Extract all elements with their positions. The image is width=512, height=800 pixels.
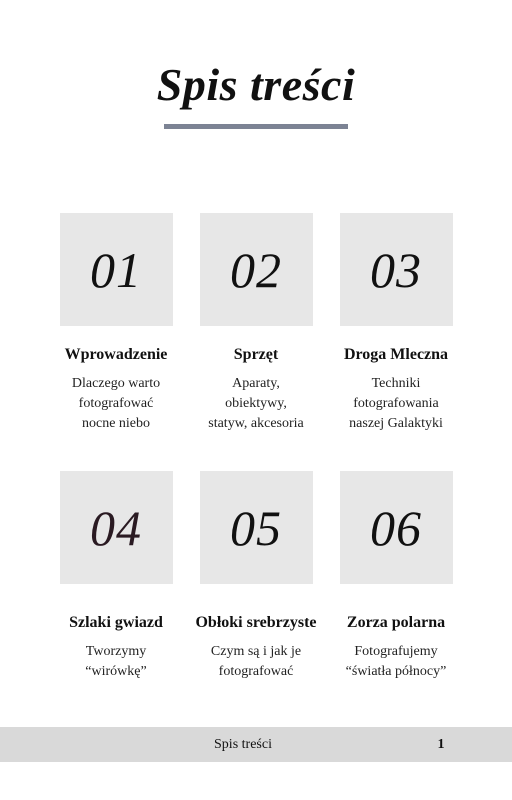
- toc-number-tile: [340, 471, 453, 584]
- toc-title: Sprzęt: [233, 346, 279, 363]
- title-underline: [164, 124, 348, 129]
- toc-number-tile: [60, 471, 173, 584]
- toc-description: Techniki fotografowania naszej Galaktyki: [349, 376, 443, 431]
- page-title: Spis treści: [156, 59, 356, 110]
- toc-description: Dlaczego warto fotografować nocne niebo: [71, 376, 161, 431]
- toc-number: 06: [370, 499, 422, 556]
- toc-number: 03: [370, 241, 422, 298]
- toc-number-tile: [200, 213, 313, 326]
- toc-number-tile: [200, 471, 313, 584]
- toc-title: Droga Mleczna: [343, 346, 449, 363]
- toc-title: Obłoki srebrzyste: [195, 614, 317, 631]
- toc-title: Wprowadzenie: [64, 346, 168, 363]
- toc-number: 02: [230, 241, 282, 298]
- toc-title: Zorza polarna: [346, 614, 446, 631]
- page-footer: [0, 727, 512, 762]
- toc-number: 01: [90, 241, 142, 298]
- toc-item-3[interactable]: [326, 213, 466, 434]
- toc-number-tile: [60, 213, 173, 326]
- toc-description: Czym są i jak je fotografować: [210, 644, 302, 679]
- toc-number-tile: [340, 213, 453, 326]
- toc-description: Aparaty, obiektywy, statyw, akcesoria: [208, 376, 304, 431]
- toc-item-6[interactable]: [326, 471, 466, 682]
- toc-description: Tworzymy “wirówkę”: [85, 644, 147, 679]
- toc-description: Fotografujemy “światła północy”: [345, 644, 447, 679]
- page-number: 1: [437, 737, 445, 752]
- toc-title: Szlaki gwiazd: [69, 614, 163, 631]
- toc-item-5[interactable]: [186, 471, 326, 682]
- toc-number: 05: [230, 499, 282, 556]
- toc-item-2[interactable]: [186, 213, 326, 434]
- footer-label: Spis treści: [214, 737, 272, 752]
- toc-item-4[interactable]: [46, 471, 186, 682]
- toc-number: 04: [90, 499, 142, 556]
- toc-item-1[interactable]: [46, 213, 186, 434]
